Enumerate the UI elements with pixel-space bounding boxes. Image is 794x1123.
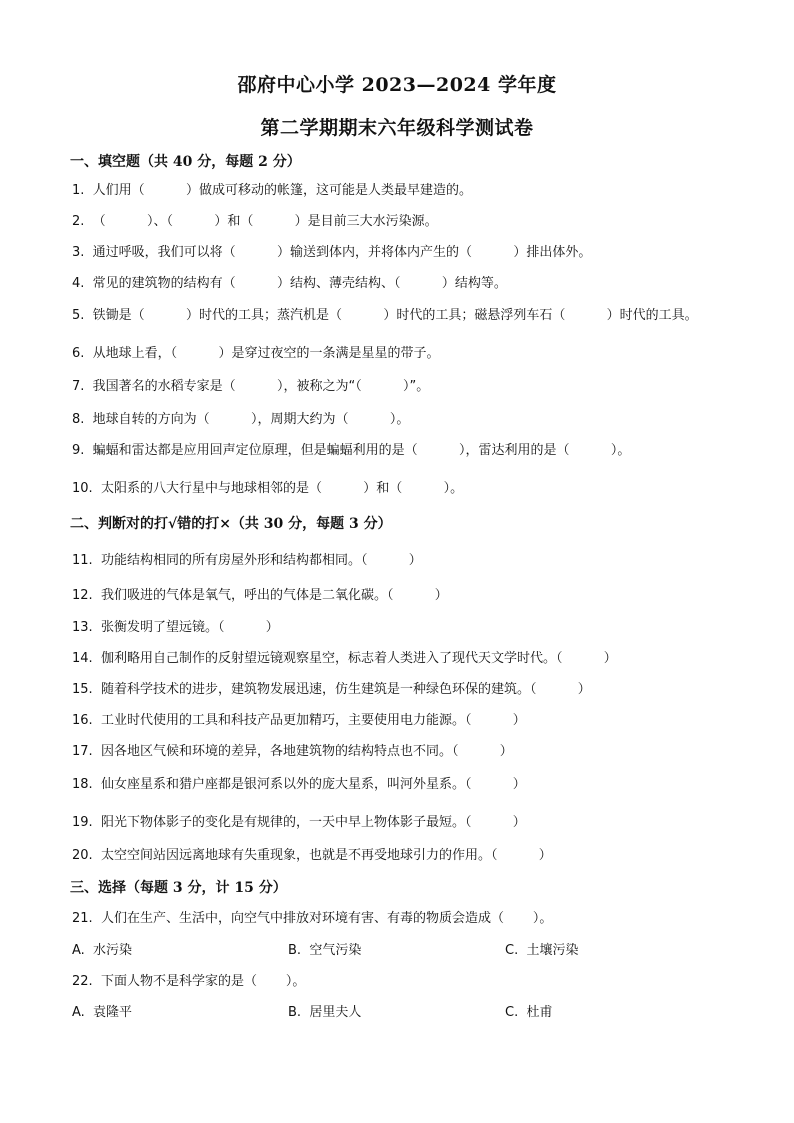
question-22-option-c: C. 杜甫 bbox=[505, 1005, 553, 1020]
question-21-option-b: B. 空气污染 bbox=[288, 943, 362, 958]
question-15: 15. 随着科学技术的进步，建筑物发展迅速，仿生建筑是一种绿色环保的建筑。（ ） bbox=[72, 682, 591, 697]
section-heading-true-false: 二、判断对的打√错的打×（共 30 分，每题 3 分） bbox=[70, 516, 392, 532]
question-9: 9. 蝙蝠和雷达都是应用回声定位原理，但是蝙蝠利用的是（ ），雷达利用的是（ ）。 bbox=[72, 443, 631, 458]
question-7: 7. 我国著名的水稻专家是（ ），被称之为“（ ）”。 bbox=[72, 379, 430, 394]
question-20: 20. 太空空间站因远离地球有失重现象，也就是不再受地球引力的作用。（ ） bbox=[72, 848, 552, 863]
question-8: 8. 地球自转的方向为（ ），周期大约为（ ）。 bbox=[72, 412, 410, 427]
question-19: 19. 阳光下物体影子的变化是有规律的，一天中早上物体影子最短。（ ） bbox=[72, 815, 526, 830]
question-14: 14. 伽利略用自己制作的反射望远镜观察星空，标志着人类进入了现代天文学时代。（ ） bbox=[72, 651, 617, 666]
question-22-option-b: B. 居里夫人 bbox=[288, 1005, 362, 1020]
question-6: 6. 从地球上看，（ ）是穿过夜空的一条满是星星的带子。 bbox=[72, 346, 440, 361]
exam-title-line2: 第二学期期末六年级科学测试卷 bbox=[260, 117, 534, 139]
question-21-option-c: C. 土壤污染 bbox=[505, 943, 579, 958]
question-22-option-a: A. 袁隆平 bbox=[72, 1005, 133, 1020]
question-13: 13. 张衡发明了望远镜。（ ） bbox=[72, 620, 279, 635]
question-4: 4. 常见的建筑物的结构有（ ）结构、薄壳结构、（ ）结构等。 bbox=[72, 276, 507, 291]
question-17: 17. 因各地区气候和环境的差异，各地建筑物的结构特点也不同。（ ） bbox=[72, 744, 513, 759]
question-22: 22. 下面人物不是科学家的是（ ）。 bbox=[72, 974, 306, 989]
question-1: 1. 人们用（ ）做成可移动的帐篷，这可能是人类最早建造的。 bbox=[72, 183, 472, 198]
question-2: 2. （ ）、（ ）和（ ）是目前三大水污染源。 bbox=[72, 214, 438, 229]
exam-title-line1: 邵府中心小学 2023—2024 学年度 bbox=[237, 74, 557, 96]
question-12: 12. 我们吸进的气体是氧气，呼出的气体是二氧化碳。（ ） bbox=[72, 588, 448, 603]
question-10: 10. 太阳系的八大行星中与地球相邻的是（ ）和（ ）。 bbox=[72, 481, 464, 496]
question-3: 3. 通过呼吸，我们可以将（ ）输送到体内，并将体内产生的（ ）排出体外。 bbox=[72, 245, 592, 260]
question-21-option-a: A. 水污染 bbox=[72, 943, 133, 958]
question-5: 5. 铁锄是（ ）时代的工具；蒸汽机是（ ）时代的工具；磁悬浮列车石（ ）时代的工具。 bbox=[72, 308, 698, 323]
question-16: 16. 工业时代使用的工具和科技产品更加精巧，主要使用电力能源。（ ） bbox=[72, 713, 526, 728]
section-heading-choice: 三、选择（每题 3 分，计 15 分） bbox=[70, 880, 287, 896]
question-11: 11. 功能结构相同的所有房屋外形和结构都相同。（ ） bbox=[72, 553, 422, 568]
question-21: 21. 人们在生产、生活中，向空气中排放对环境有害、有毒的物质会造成（ ）。 bbox=[72, 911, 553, 926]
section-heading-fill-blank: 一、填空题（共 40 分，每题 2 分） bbox=[70, 154, 301, 170]
question-18: 18. 仙女座星系和猎户座都是银河系以外的庞大星系，叫河外星系。（ ） bbox=[72, 777, 526, 792]
